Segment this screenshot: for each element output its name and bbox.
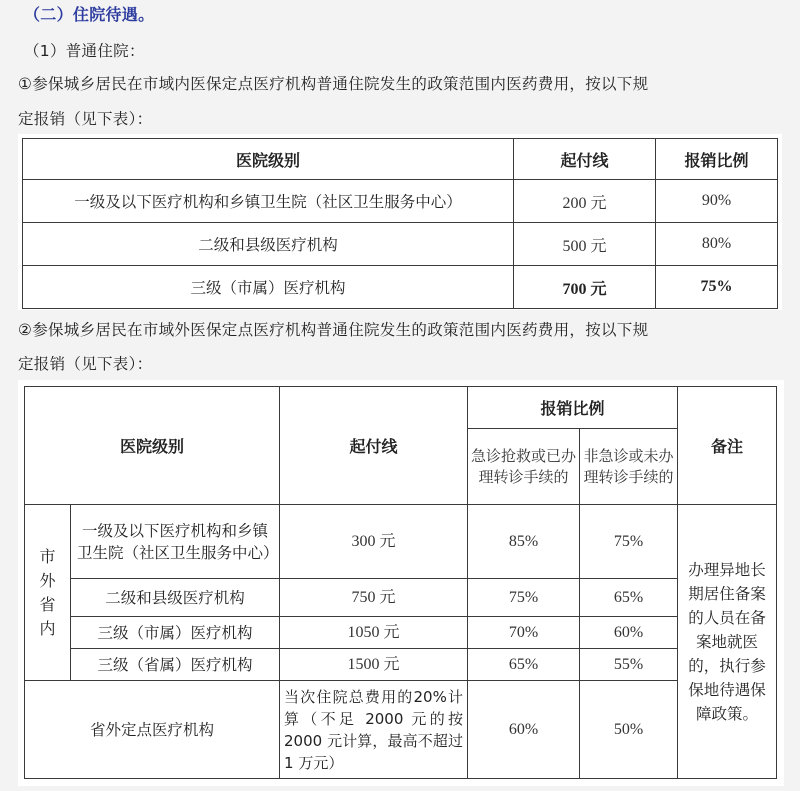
cell-threshold: 500 元 <box>514 223 656 266</box>
paragraph-1-line-2: 定报销（见下表）： <box>18 110 153 128</box>
paragraph-2-line-2: 定报销（见下表）： <box>18 355 153 373</box>
header-ratio: 报销比例 <box>656 139 778 180</box>
table-row-outside-province <box>25 681 777 779</box>
cell-ratio-emergency: 75% <box>468 579 580 617</box>
cell-level: 三级（市属）医疗机构 <box>71 617 280 649</box>
table-row <box>25 505 777 579</box>
cell-note: 办理异地长期居住备案的人员在备案地就医的，执行参保地待遇保障政策。 <box>678 505 777 779</box>
group-label-text: 市外省内 <box>39 546 56 638</box>
cell-ratio-emergency: 60% <box>468 681 580 779</box>
header-threshold: 起付线 <box>514 139 656 180</box>
header-ratio-nonemergency: 非急诊或未办理转诊手续的 <box>580 429 678 505</box>
cell-level: 二级和县级医疗机构 <box>23 223 514 266</box>
header-threshold: 起付线 <box>280 387 468 505</box>
header-ratio-group: 报销比例 <box>468 387 678 429</box>
header-ratio-emergency: 急诊抢救或已办理转诊手续的 <box>468 429 580 505</box>
cell-ratio-emergency: 65% <box>468 649 580 681</box>
out-of-city-reimbursement-table <box>24 386 777 779</box>
paragraph-2-line-1: ②参保城乡居民在市域外医保定点医疗机构普通住院发生的政策范围内医药费用，按以下规 <box>18 321 649 339</box>
header-hospital-level: 医院级别 <box>25 387 280 505</box>
cell-level: 一级及以下医疗机构和乡镇卫生院（社区卫生服务中心） <box>71 505 280 579</box>
table-row <box>25 649 777 681</box>
cell-ratio-nonemergency: 65% <box>580 579 678 617</box>
table-row <box>23 266 778 309</box>
cell-ratio-emergency: 70% <box>468 617 580 649</box>
cell-ratio-nonemergency: 50% <box>580 681 678 779</box>
cell-ratio-nonemergency: 75% <box>580 505 678 579</box>
cell-ratio: 75% <box>656 266 778 309</box>
cell-threshold: 700 元 <box>514 266 656 309</box>
cell-threshold: 750 元 <box>280 579 468 617</box>
cell-level: 二级和县级医疗机构 <box>71 579 280 617</box>
header-note: 备注 <box>678 387 777 505</box>
cell-threshold: 300 元 <box>280 505 468 579</box>
table-row <box>25 579 777 617</box>
cell-level: 一级及以下医疗机构和乡镇卫生院（社区卫生服务中心） <box>23 180 514 223</box>
cell-ratio-nonemergency: 55% <box>580 649 678 681</box>
cell-ratio: 80% <box>656 223 778 266</box>
section-heading: （二）住院待遇。 <box>24 5 155 24</box>
table-row <box>25 617 777 649</box>
cell-threshold: 当次住院总费用的20%计算（不足 2000 元的按 2000 元计算，最高不超过 1 万元） <box>280 681 468 779</box>
cell-level: 三级（省属）医疗机构 <box>71 649 280 681</box>
in-city-reimbursement-table <box>22 138 778 309</box>
table-row <box>23 180 778 223</box>
cell-ratio-nonemergency: 60% <box>580 617 678 649</box>
cell-level: 三级（市属）医疗机构 <box>23 266 514 309</box>
cell-threshold: 200 元 <box>514 180 656 223</box>
cell-ratio: 90% <box>656 180 778 223</box>
header-hospital-level: 医院级别 <box>23 139 514 180</box>
cell-level: 省外定点医疗机构 <box>25 681 280 779</box>
table-row <box>23 223 778 266</box>
table-header-row <box>23 139 778 180</box>
subsection-heading: （1）普通住院： <box>24 42 145 60</box>
paragraph-1-line-1: ①参保城乡居民在市域内医保定点医疗机构普通住院发生的政策范围内医药费用，按以下规 <box>18 75 649 93</box>
group-label-in-province <box>25 505 71 681</box>
table-header-row <box>25 387 777 429</box>
cell-ratio-emergency: 85% <box>468 505 580 579</box>
cell-threshold: 1050 元 <box>280 617 468 649</box>
cell-threshold: 1500 元 <box>280 649 468 681</box>
